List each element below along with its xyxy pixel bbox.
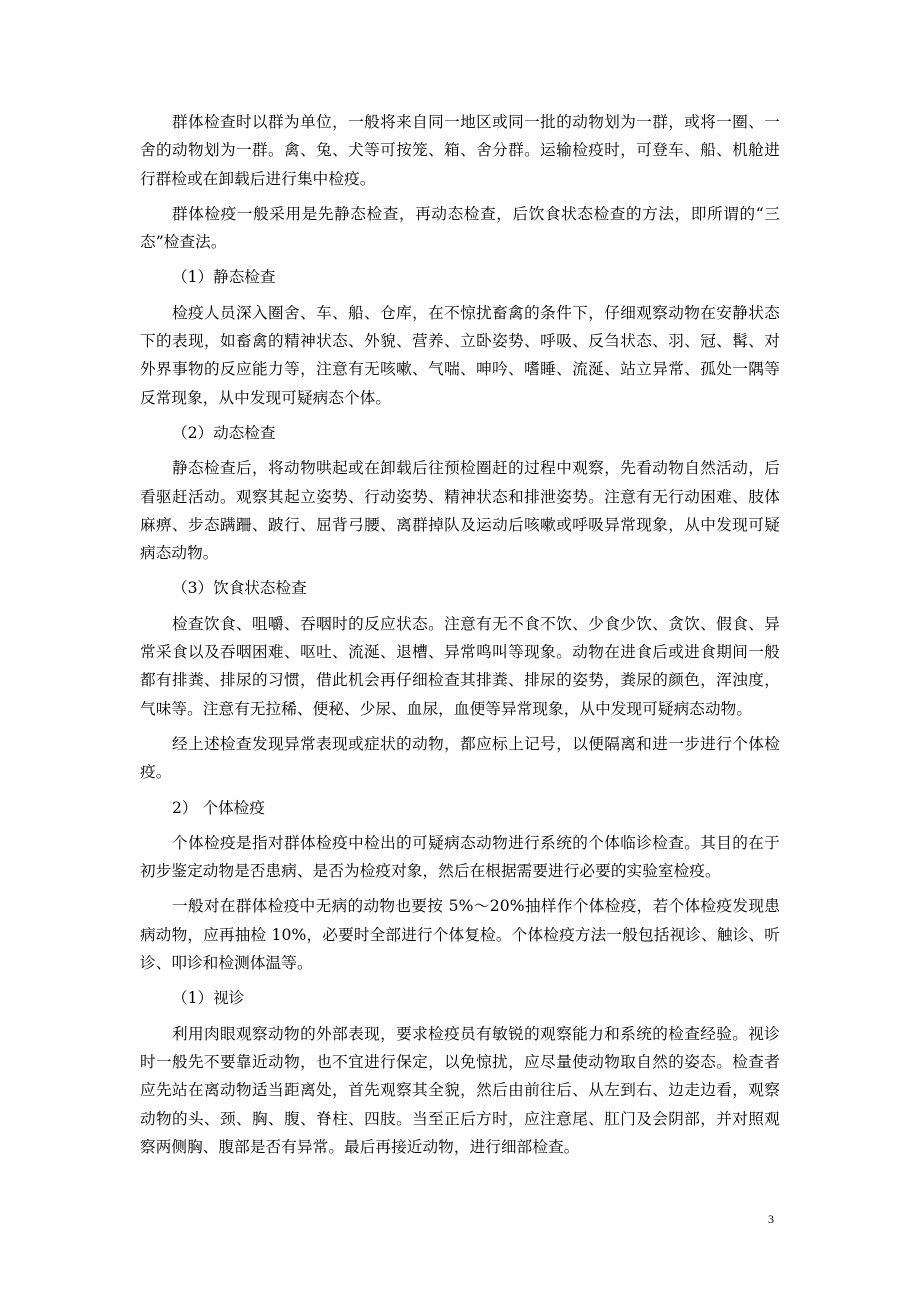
paragraph: 个体检疫是指对群体检疫中检出的可疑病态动物进行系统的个体临诊检查。其目的在于初步鉴定动物是否患病、是否为检疫对象，然后在根据需要进行必要的实验室检疫。 [140, 833, 780, 881]
document-body [140, 108, 780, 1161]
page-number: 3 [768, 1212, 774, 1226]
paragraph: 群体检疫一般采用是先静态检查，再动态检查，后饮食状态检查的方法，即所谓的“三态”检查法。 [140, 204, 780, 252]
section-heading: （2）动态检查 [172, 423, 276, 442]
section-heading: （1）视诊 [172, 989, 245, 1008]
paragraph: 检疫人员深入圈舍、车、船、仓库，在不惊扰畜禽的条件下，仔细观察动物在安静状态下的表现，如畜禽的精神状态、外貌、营养、立卧姿势、呼吸、反刍状态、羽、冠、髯、对外界事物的反应能力等，注意有无咳嗽、气喘、呻吟、嗜睡、流涎、站立异常、孤处一隅等反常现象，从中发现可疑病态个体。 [140, 303, 780, 407]
paragraph: 静态检查后，将动物哄起或在卸载后往预检圈赶的过程中观察，先看动物自然活动，后看驱赶活动。观察其起立姿势、行动姿势、精神状态和排泄姿势。注意有无行动困难、肢体麻痹、步态蹒跚、跛行、屈背弓腰、离群掉队及运动后咳嗽或呼吸异常现象，从中发现可疑病态动物。 [140, 459, 780, 563]
paragraph: 群体检查时以群为单位，一般将来自同一地区或同一批的动物划为一群，或将一圈、一舍的动物划为一群。禽、兔、犬等可按笼、箱、舍分群。运输检疫时，可登车、船、机舱进行群检或在卸载后进行集中检疫。 [140, 113, 780, 188]
section-heading: （1）静态检查 [172, 268, 276, 287]
section-heading: （3）饮食状态检查 [172, 579, 307, 598]
paragraph: 经上述检查发现异常表现或症状的动物，都应标上记号，以便隔离和进一步进行个体检疫。 [140, 734, 780, 782]
paragraph: 检查饮食、咀嚼、吞咽时的反应状态。注意有无不食不饮、少食少饮、贪饮、假食、异常采食以及吞咽困难、呕吐、流涎、退槽、异常鸣叫等现象。动物在进食后或进食期间一般都有排粪、排尿的习惯，借此机会再仔细检查其排粪、排尿的姿势，粪尿的颜色，浑浊度，气味等。注意有无拉稀、便秘、少尿、血尿，血便等异常现象，从中发现可疑病态动物。 [140, 614, 780, 718]
paragraph: 一般对在群体检疫中无病的动物也要按 5%～20%抽样作个体检疫，若个体检疫发现患病动物，应再抽检 10%，必要时全部进行个体复检。个体检疫方法一般包括视诊、触诊、听诊、叩诊和检测体温等。 [140, 897, 780, 973]
section-heading: 2） 个体检疫 [172, 798, 265, 817]
paragraph: 利用肉眼观察动物的外部表现，要求检疫员有敏锐的观察能力和系统的检查经验。视诊时一般先不要靠近动物，也不宜进行保定，以免惊扰，应尽量使动物取自然的姿态。检查者应先站在离动物适当距离处，首先观察其全貌，然后由前往后、从左到右、边走边看，观察动物的头、颈、胸、腹、脊柱、四肢。当至正后方时，应注意尾、肛门及会阴部，并对照观察两侧胸、腹部是否有异常。最后再接近动物，进行细部检查。 [140, 1024, 780, 1156]
